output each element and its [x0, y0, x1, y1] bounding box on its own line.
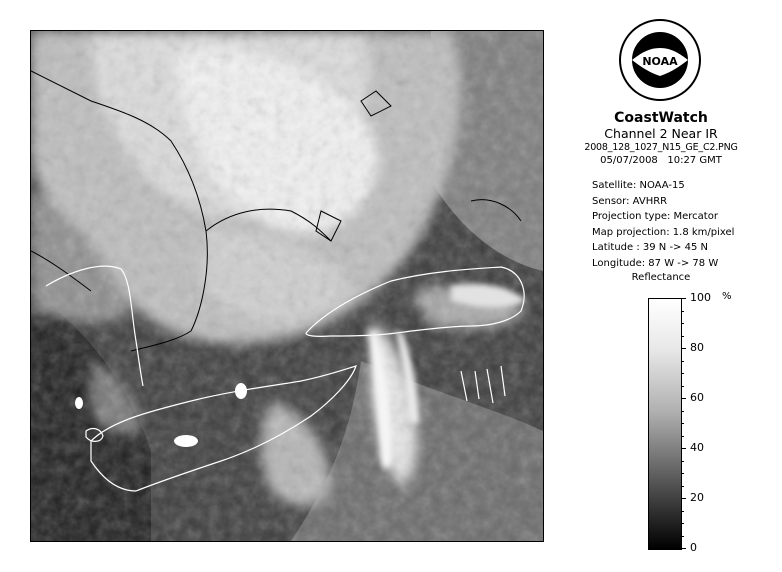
- logo-text: NOAA: [642, 55, 678, 68]
- colorbar-tick: [681, 398, 686, 399]
- colorbar-tick: [681, 448, 686, 449]
- colorbar-unit: %: [722, 291, 732, 302]
- colorbar-tick: [681, 423, 684, 424]
- colorbar-title: Reflectance: [631, 272, 691, 283]
- acquisition-datetime: [566, 154, 756, 167]
- sensor-line: Sensor: AVHRR: [592, 195, 668, 207]
- colorbar-tick: [681, 336, 684, 337]
- satellite-line: Satellite: NOAA-15: [592, 180, 685, 191]
- filename: 2008_128_1027_N15_GE_C2.PNG: [584, 142, 738, 153]
- colorbar-label-60: 60: [690, 391, 704, 404]
- colorbar-label-80: 80: [690, 341, 704, 354]
- satellite-map: [30, 30, 544, 542]
- info-block: [566, 110, 756, 167]
- colorbar-tick: [681, 361, 684, 362]
- colorbar-label-40: 40: [690, 441, 704, 454]
- colorbar-label-20: 20: [690, 491, 704, 504]
- colorbar: [648, 298, 682, 550]
- colorbar-tick: [681, 348, 686, 349]
- latitude-line: Latitude : 39 N -> 45 N: [592, 242, 708, 254]
- colorbar-tick: [681, 498, 686, 499]
- colorbar-tick: [681, 411, 684, 412]
- colorbar-tick: [681, 548, 686, 549]
- colorbar-tick: [681, 511, 684, 512]
- channel-label: Channel 2 Near IR: [604, 126, 718, 141]
- colorbar-tick: [681, 486, 684, 487]
- colorbar-tick: [681, 436, 684, 437]
- product-title: CoastWatch: [614, 110, 708, 126]
- colorbar-tick: [681, 386, 684, 387]
- colorbar-tick: [681, 298, 686, 299]
- colorbar-tick: [681, 323, 684, 324]
- map-projection-line: Map projection: 1.8 km/pixel: [592, 226, 735, 238]
- colorbar-label-100: 100: [690, 291, 711, 304]
- noaa-logo: [618, 18, 702, 102]
- colorbar-tick: [681, 536, 684, 537]
- acquisition-time: 10:27 GMT: [667, 155, 722, 166]
- metadata-list: [592, 178, 772, 272]
- colorbar-tick: [681, 523, 684, 524]
- colorbar-tick: [681, 473, 684, 474]
- longitude-line: Longitude: 87 W -> 78 W: [592, 257, 719, 269]
- colorbar-label-0: 0: [690, 541, 697, 554]
- colorbar-tick: [681, 461, 684, 462]
- colorbar-tick: [681, 373, 684, 374]
- map-svg: [31, 31, 543, 541]
- acquisition-date: 05/07/2008: [600, 155, 658, 166]
- projection-type-line: Projection type: Mercator: [592, 211, 718, 223]
- colorbar-tick: [681, 311, 684, 312]
